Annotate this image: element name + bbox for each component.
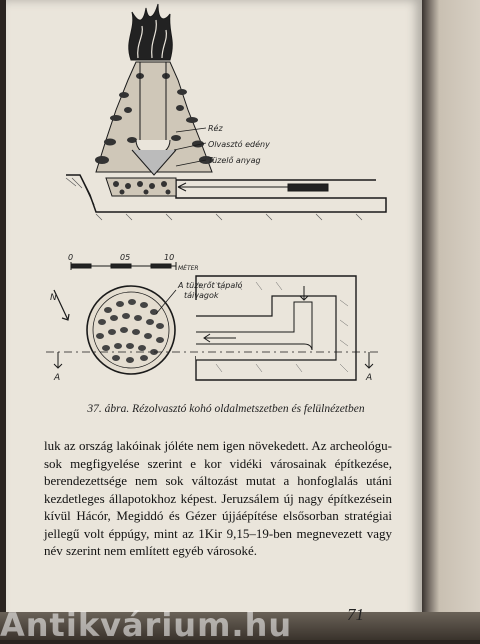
label-olvaszto-edeny: Olvasztó edény — [208, 140, 270, 149]
side-section-drawing — [66, 4, 386, 220]
scale-label-0: 0 — [68, 253, 74, 262]
label-rez: Réz — [208, 124, 223, 133]
north-label: N — [50, 293, 57, 303]
scale-label-05: 05 — [120, 253, 131, 262]
page-number: 71 — [347, 605, 364, 624]
label-taivagok: táivagok — [184, 291, 219, 300]
scale-label-10: 10 — [164, 253, 175, 262]
label-tuzerot-tapalo: A tüzerőt tápaló — [178, 281, 243, 290]
label-tuzelo-anyag: Tüzelő anyag — [208, 156, 261, 165]
scale-bar — [71, 262, 176, 270]
adjacent-page-edge — [422, 0, 480, 640]
furnace-figure — [36, 0, 416, 400]
book-page — [6, 0, 422, 630]
scale-label-meter: MÉTER — [178, 265, 199, 272]
watermark: Antikvárium.hu — [0, 606, 293, 644]
section-marker-left: A — [54, 373, 61, 383]
figure-caption: 37. ábra. Rézolvasztó kohó oldalmetszetben és felülnézetben — [87, 403, 365, 415]
section-marker-right: A — [366, 373, 373, 383]
body-paragraph: luk az ország lakóinak jóléte nem igen növekedett. Az archeológu-sok megfigyelése szerint e kor vidéki városainak építkezése, berendezettsége nem sok változást mutat a honfoglalás utáni kezdetleges állapotokhoz képest. Jeruzsálem új nagy építkezésein kívül Hácór, Megiddó és Gézer újjáépítése elsősorban stratégiai jellegű volt éppúgy, mint az 1Kir 9,15–19-ben megnevezett vagy név szerint nem említett egyéb városoké. — [44, 438, 392, 558]
